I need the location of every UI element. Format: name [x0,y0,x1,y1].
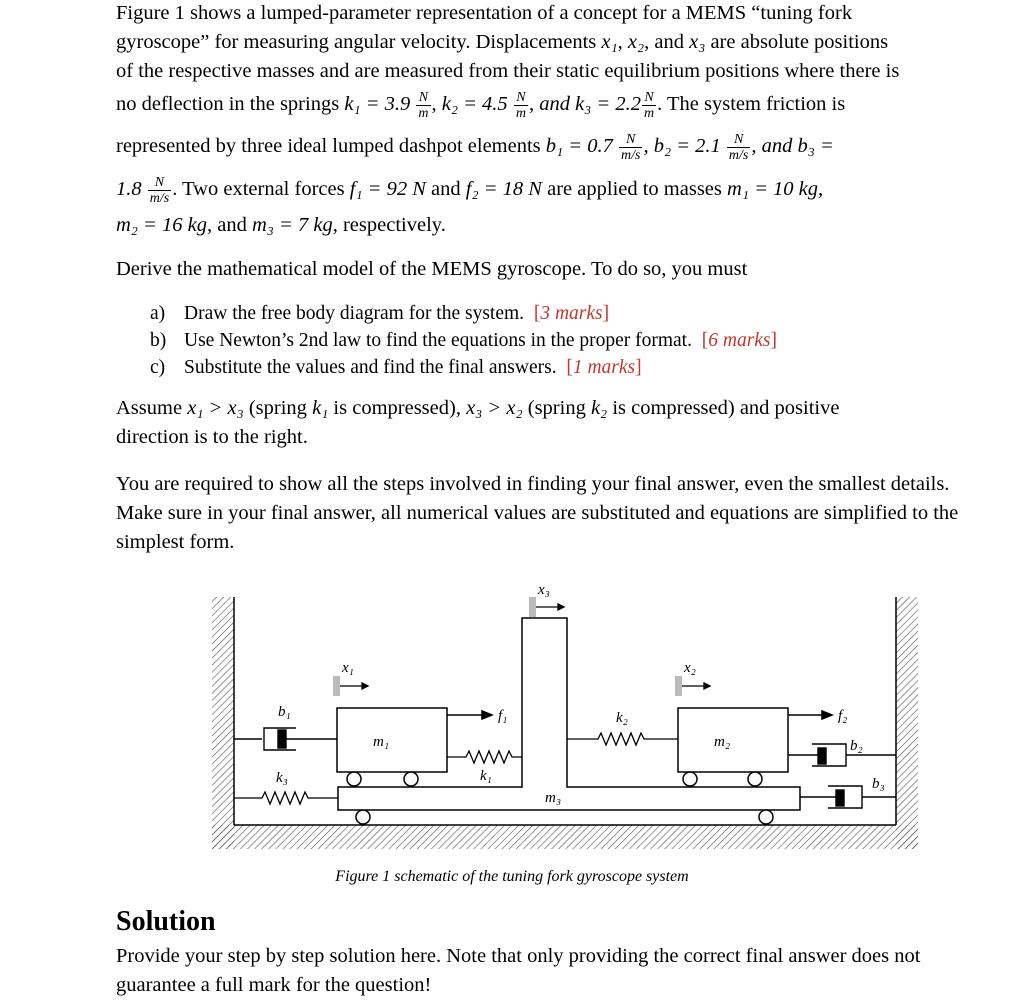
right-wall [896,597,918,849]
label-x1: x₁ [342,660,354,676]
label-k2: k₂ [616,710,628,726]
intro-line-3: of the respective masses and are measured from their static equilibrium positions where there is [116,60,900,82]
label-k3: k₃ [276,770,288,786]
mass-m1 [337,708,447,772]
label-m3: m₃ [545,790,562,806]
label-f2: f₂ [838,708,848,724]
solution-text: Provide your step by step solution here. Note that only providing the correct final answer does not guarantee a full mark for the question! [116,945,921,996]
label-b1: b₁ [278,704,291,720]
label-m1: m₁ [373,734,390,750]
forces-line: 1.8 $\frac{N}{m/s}$ . Two external forces f₁ = 92 N and f₂ = 18 N are applied to masses m₁ = 10 kg, [116,174,824,206]
derive-line: Derive the mathematical model of the MEMS gyroscope. To do so, you must [116,258,748,280]
solution-heading: Solution [116,906,216,937]
requirements-paragraph: You are required to show all the steps involved in finding your final answer, even the smallest details. Make sure in your final answer, all numerical values are substituted and equations are simplified to the simplest form. [116,473,959,553]
intro-line-2: gyroscope” for measuring angular velocity. Displacements x₁, x₂, and x₃ are absolute positions [116,31,889,53]
dashpot-line: represented by three ideal lumped dashpot elements b₁ = 0.7 $\frac{N}{m/s}$ , b₂ = 2.1 $\frac{N}{m/s}$ , and b₃ = [116,131,834,163]
x1-indicator [333,676,368,696]
dashpot-b1 [234,728,337,750]
spring-k3 [234,792,338,804]
task-b: b) Use Newton’s 2nd law to find the equations in the proper format. [6 marks] [150,330,778,351]
x2-indicator [675,676,710,696]
left-wall [212,597,234,849]
spring-k1 [447,751,522,763]
label-b3: b₃ [872,776,885,792]
label-b2: b₂ [850,738,863,754]
force-f1-arrow [447,711,492,719]
mass-m2 [678,708,788,772]
floor [212,825,918,849]
figure-caption: Figure 1 schematic of the tuning fork gyroscope system [335,868,689,885]
label-x2: x₂ [684,660,696,676]
intro-line-1: Figure 1 shows a lumped-parameter representation of a concept for a MEMS “tuning fork [116,2,853,24]
task-c: c) Substitute the values and find the final answers. [1 marks] [150,357,642,378]
dashpot-b2 [788,744,896,766]
label-x3: x₃ [538,582,550,598]
spring-k2 [567,733,678,745]
task-a: a) Draw the free body diagram for the system. [3 marks] [150,303,610,324]
label-k1: k₁ [480,768,492,784]
springs-line: no deflection in the springs k₁ = 3.9 $\frac{N}{m}$ , k₂ = 4.5 $\frac{N}{m}$ , and k₃ = 2.2 $\frac{N}{m}$ . The system friction is [116,89,846,121]
masses-line: m₂ = 16 kg, and m₃ = 7 kg, respectively. [116,214,446,236]
label-f1: f₁ [498,708,508,724]
assume-line-1: Assume x₁ > x₃ (spring k₁ is compressed), x₃ > x₂ (spring k₂ is compressed) and positive [116,397,840,419]
label-m2: m₂ [714,734,731,750]
force-f2-arrow [788,711,832,719]
assume-line-2: direction is to the right. [116,426,308,448]
x3-indicator [529,597,564,617]
